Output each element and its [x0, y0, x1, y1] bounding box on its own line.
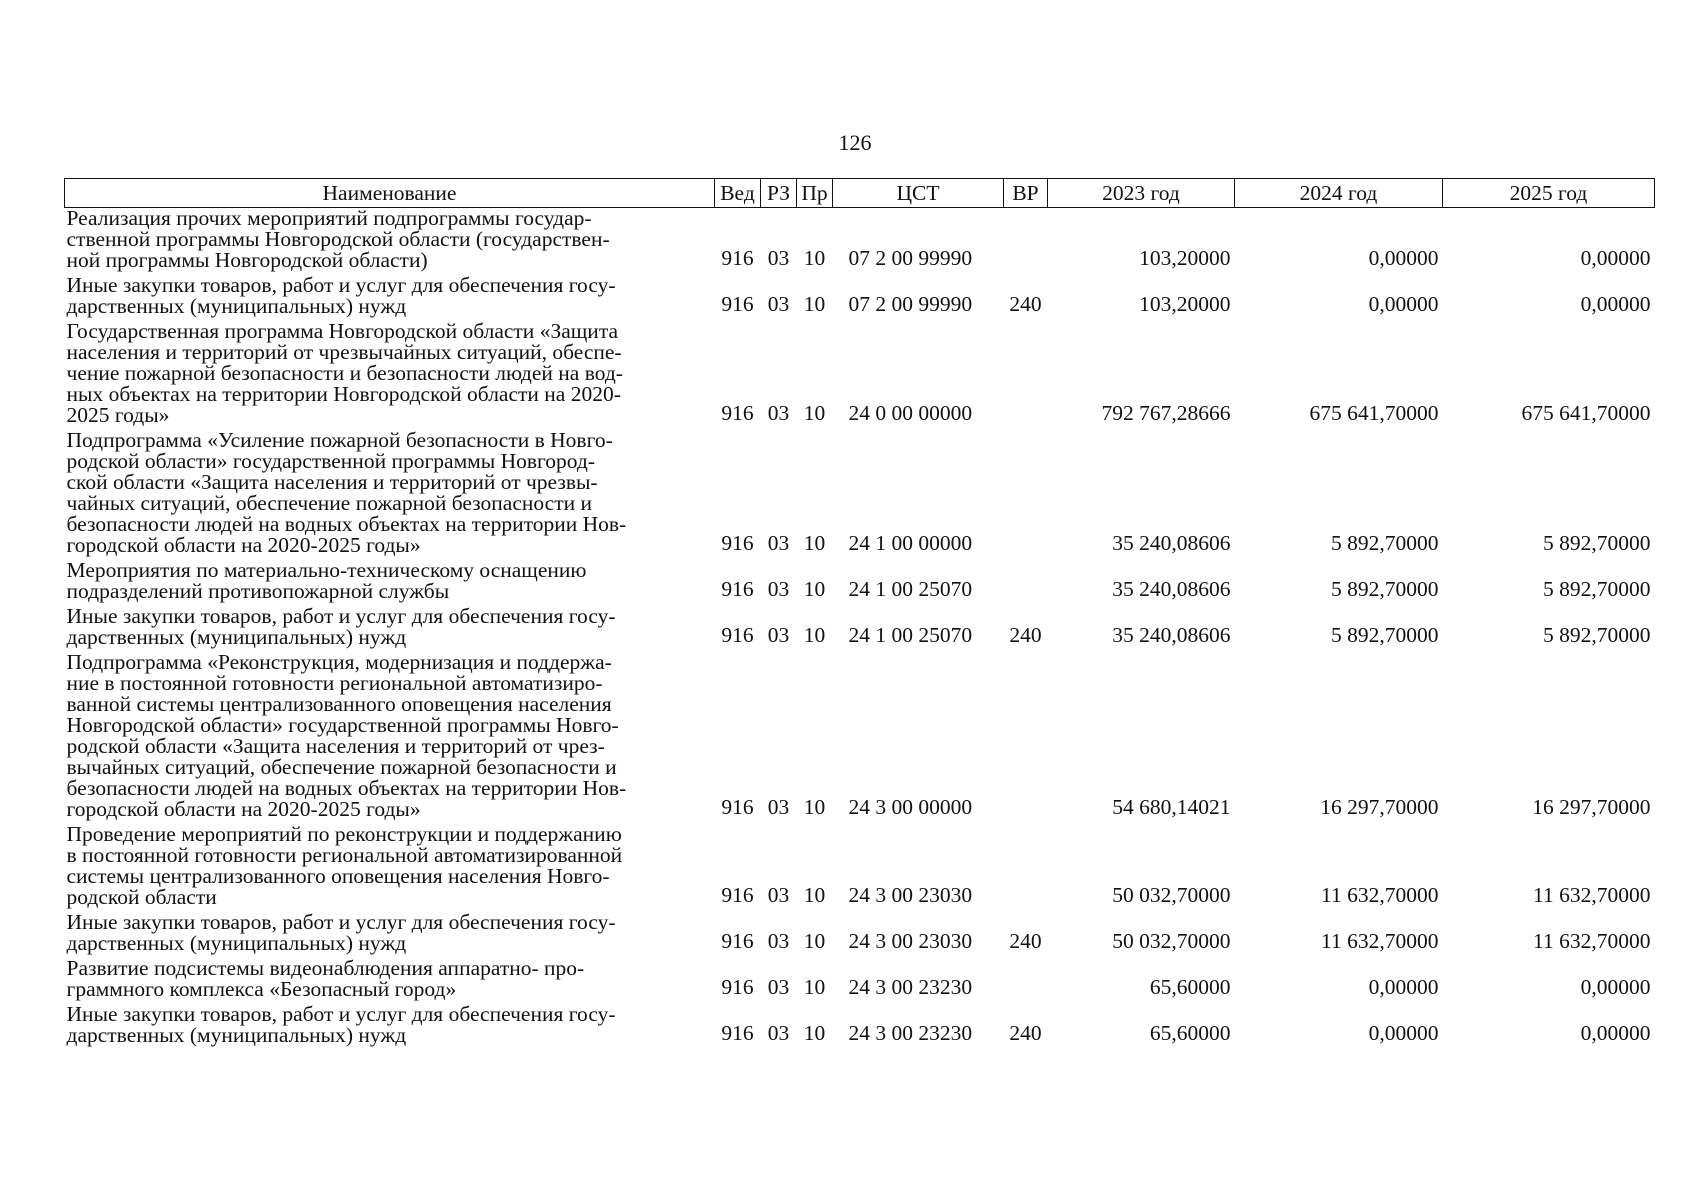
row-pr: 10: [803, 975, 826, 999]
row-name-line: дарственных (муниципальных) нужд: [66, 294, 407, 318]
row-amount-2023: 50 032,70000: [1112, 883, 1231, 907]
row-name-line: ванной системы централизованного оповещения населения: [66, 692, 612, 716]
row-name-line: Подпрограмма «Усиление пожарной безопасности в Новго-: [66, 428, 613, 452]
row-rz: 03: [767, 531, 790, 555]
table-row: [65, 652, 1655, 824]
header-name: Наименование: [65, 179, 715, 208]
row-name-line: населения и территорий от чрезвычайных ситуаций, обеспе-: [66, 340, 622, 364]
row-ved: 916: [721, 401, 754, 425]
row-ved: 916: [721, 883, 754, 907]
header-ved: Вед: [715, 179, 761, 208]
row-cst: 24 3 00 23030: [848, 929, 973, 953]
row-amount-2025: 16 297,70000: [1532, 795, 1651, 819]
row-pr: 10: [803, 1021, 826, 1045]
row-vr: [1004, 958, 1048, 1004]
row-cst: 24 3 00 23230: [848, 975, 973, 999]
row-name-line: безопасности людей на водных объектах на территории Нов-: [66, 512, 627, 536]
row-pr: 10: [803, 795, 826, 819]
row-pr: 10: [803, 246, 826, 270]
row-name-line: родской области» государственной программы Новгород-: [66, 449, 596, 473]
row-name: [65, 1004, 715, 1050]
row-amount-2024: 0,00000: [1368, 246, 1439, 270]
row-cst: 24 3 00 23230: [848, 1021, 973, 1045]
row-name-line: граммного комплекса «Безопасный город»: [66, 977, 457, 1001]
row-cst: 24 3 00 00000: [848, 795, 973, 819]
row-vr: [1004, 321, 1048, 430]
row-rz: 03: [767, 577, 790, 601]
row-name-line: дарственных (муниципальных) нужд: [66, 931, 407, 955]
row-name-line: безопасности людей на водных объектах на территории Нов-: [66, 776, 627, 800]
row-name: [65, 430, 715, 560]
row-amount-2023: 65,60000: [1149, 975, 1231, 999]
row-amount-2024: 11 632,70000: [1321, 883, 1439, 907]
row-amount-2023: 35 240,08606: [1112, 531, 1231, 555]
row-name-line: городской области на 2020-2025 годы»: [66, 533, 421, 557]
header-2023: 2023 год: [1048, 179, 1235, 208]
row-name: [65, 824, 715, 912]
row-vr: [1004, 824, 1048, 912]
row-amount-2025: 675 641,70000: [1521, 401, 1651, 425]
row-amount-2024: 0,00000: [1368, 975, 1439, 999]
row-name-line: Иные закупки товаров, работ и услуг для обеспечения госу-: [66, 273, 616, 297]
row-amount-2023: 35 240,08606: [1112, 577, 1231, 601]
row-name-line: ной программы Новгородской области): [66, 248, 428, 272]
header-cst: ЦСТ: [833, 179, 1004, 208]
row-name-line: Иные закупки товаров, работ и услуг для обеспечения госу-: [66, 1002, 616, 1026]
row-name-line: Развитие подсистемы видеонаблюдения аппаратно- про-: [66, 956, 585, 980]
row-rz: 03: [767, 795, 790, 819]
row-rz: 03: [767, 623, 790, 647]
header-2025: 2025 год: [1443, 179, 1655, 208]
row-name-line: дарственных (муниципальных) нужд: [66, 1023, 407, 1047]
row-name: [65, 606, 715, 652]
row-name-line: Мероприятия по материально-техническому оснащению: [66, 558, 587, 582]
row-name-line: Проведение мероприятий по реконструкции и поддержанию: [66, 822, 622, 846]
row-ved: 916: [721, 531, 754, 555]
row-rz: 03: [767, 929, 790, 953]
row-name-line: вычайных ситуаций, обеспечение пожарной безопасности и: [66, 755, 617, 779]
table-body: [65, 208, 1655, 1051]
row-pr: 10: [803, 401, 826, 425]
row-name-line: чайных ситуаций, обеспечение пожарной безопасности и: [66, 491, 592, 515]
row-amount-2024: 16 297,70000: [1320, 795, 1439, 819]
row-cst: 07 2 00 99990: [848, 292, 973, 316]
row-name-line: родской области «Защита населения и территорий от чрез-: [66, 734, 605, 758]
row-name-line: чение пожарной безопасности и безопасности людей на вод-: [66, 361, 623, 385]
row-amount-2023: 35 240,08606: [1112, 623, 1231, 647]
table-row: [65, 958, 1655, 1004]
row-amount-2025: 0,00000: [1580, 975, 1651, 999]
table-row: [65, 560, 1655, 606]
row-ved: 916: [721, 1021, 754, 1045]
row-rz: 03: [767, 292, 790, 316]
row-vr: [1004, 430, 1048, 560]
row-amount-2025: 11 632,70000: [1533, 883, 1651, 907]
row-amount-2025: 5 892,70000: [1543, 577, 1651, 601]
row-name: [65, 321, 715, 430]
table-row: [65, 912, 1655, 958]
row-name: [65, 208, 715, 276]
row-amount-2024: 0,00000: [1368, 292, 1439, 316]
row-cst: 24 3 00 23030: [848, 883, 973, 907]
row-amount-2025: 5 892,70000: [1543, 623, 1651, 647]
table-row: [65, 824, 1655, 912]
row-amount-2024: 5 892,70000: [1331, 577, 1439, 601]
table-row: [65, 1004, 1655, 1050]
row-name: [65, 275, 715, 321]
row-name-line: подразделений противопожарной службы: [66, 579, 450, 603]
row-amount-2024: 11 632,70000: [1321, 929, 1439, 953]
row-name-line: системы централизованного оповещения населения Новго-: [66, 864, 610, 888]
row-name-line: ственной программы Новгородской области (государствен-: [66, 227, 610, 251]
row-name: [65, 912, 715, 958]
row-pr: 10: [803, 929, 826, 953]
row-amount-2025: 5 892,70000: [1543, 531, 1651, 555]
row-name-line: в постоянной готовности региональной автоматизированной: [66, 843, 623, 867]
row-pr: 10: [803, 292, 826, 316]
row-cst: 24 1 00 25070: [848, 623, 973, 647]
row-amount-2023: 54 680,14021: [1112, 795, 1231, 819]
row-name-line: Реализация прочих мероприятий подпрограммы государ-: [66, 206, 592, 230]
table-row: [65, 321, 1655, 430]
row-rz: 03: [767, 401, 790, 425]
row-pr: 10: [803, 577, 826, 601]
row-name-line: Иные закупки товаров, работ и услуг для обеспечения госу-: [66, 910, 616, 934]
row-ved: 916: [721, 577, 754, 601]
row-amount-2023: 792 767,28666: [1101, 401, 1231, 425]
row-name-line: Государственная программа Новгородской области «Защита: [66, 319, 619, 343]
row-name: [65, 958, 715, 1004]
row-name: [65, 560, 715, 606]
row-amount-2023: 65,60000: [1149, 1021, 1231, 1045]
row-vr: 240: [1009, 292, 1042, 316]
row-rz: 03: [767, 975, 790, 999]
row-name-line: городской области на 2020-2025 годы»: [66, 797, 421, 821]
row-cst: 24 1 00 25070: [848, 577, 973, 601]
row-amount-2024: 5 892,70000: [1331, 623, 1439, 647]
row-vr: [1004, 652, 1048, 824]
row-cst: 07 2 00 99990: [848, 246, 973, 270]
row-amount-2025: 0,00000: [1580, 292, 1651, 316]
row-name: [65, 652, 715, 824]
table-row: [65, 208, 1655, 276]
table-row: [65, 606, 1655, 652]
row-ved: 916: [721, 623, 754, 647]
row-amount-2024: 5 892,70000: [1331, 531, 1439, 555]
header-2024: 2024 год: [1235, 179, 1443, 208]
row-cst: 24 1 00 00000: [848, 531, 973, 555]
table-row: [65, 275, 1655, 321]
row-pr: 10: [803, 531, 826, 555]
row-amount-2024: 0,00000: [1368, 1021, 1439, 1045]
row-vr: 240: [1009, 1021, 1042, 1045]
row-pr: 10: [803, 883, 826, 907]
table-header-row: [65, 179, 1655, 208]
row-amount-2025: 11 632,70000: [1533, 929, 1651, 953]
row-ved: 916: [721, 929, 754, 953]
row-pr: 10: [803, 623, 826, 647]
row-name-line: Подпрограмма «Реконструкция, модернизация и поддержа-: [66, 650, 612, 674]
row-name-line: ных объектах на территории Новгородской области на 2020-: [66, 382, 621, 406]
row-ved: 916: [721, 292, 754, 316]
row-rz: 03: [767, 883, 790, 907]
row-vr: 240: [1009, 623, 1042, 647]
row-ved: 916: [721, 795, 754, 819]
row-rz: 03: [767, 1021, 790, 1045]
header-rz: РЗ: [761, 179, 797, 208]
row-ved: 916: [721, 975, 754, 999]
row-amount-2025: 0,00000: [1580, 246, 1651, 270]
row-amount-2023: 103,20000: [1139, 292, 1231, 316]
row-name-line: родской области: [66, 885, 217, 909]
row-cst: 24 0 00 00000: [848, 401, 973, 425]
row-rz: 03: [767, 246, 790, 270]
row-name-line: ской области «Защита населения и территорий от чрезвы-: [66, 470, 598, 494]
row-amount-2025: 0,00000: [1580, 1021, 1651, 1045]
table-row: [65, 430, 1655, 560]
page-number: 126: [838, 130, 872, 155]
budget-table: [64, 178, 1655, 1050]
row-amount-2023: 50 032,70000: [1112, 929, 1231, 953]
row-amount-2024: 675 641,70000: [1309, 401, 1439, 425]
row-name-line: Иные закупки товаров, работ и услуг для обеспечения госу-: [66, 604, 616, 628]
row-vr: [1004, 560, 1048, 606]
row-vr: [1004, 208, 1048, 276]
row-name-line: Новгородской области» государственной программы Новго-: [66, 713, 619, 737]
row-ved: 916: [721, 246, 754, 270]
row-name-line: 2025 годы»: [66, 403, 170, 427]
row-name-line: ние в постоянной готовности региональной автоматизиро-: [66, 671, 603, 695]
row-name-line: дарственных (муниципальных) нужд: [66, 625, 407, 649]
header-vr: ВР: [1004, 179, 1048, 208]
row-vr: 240: [1009, 929, 1042, 953]
row-amount-2023: 103,20000: [1139, 246, 1231, 270]
header-pr: Пр: [797, 179, 833, 208]
